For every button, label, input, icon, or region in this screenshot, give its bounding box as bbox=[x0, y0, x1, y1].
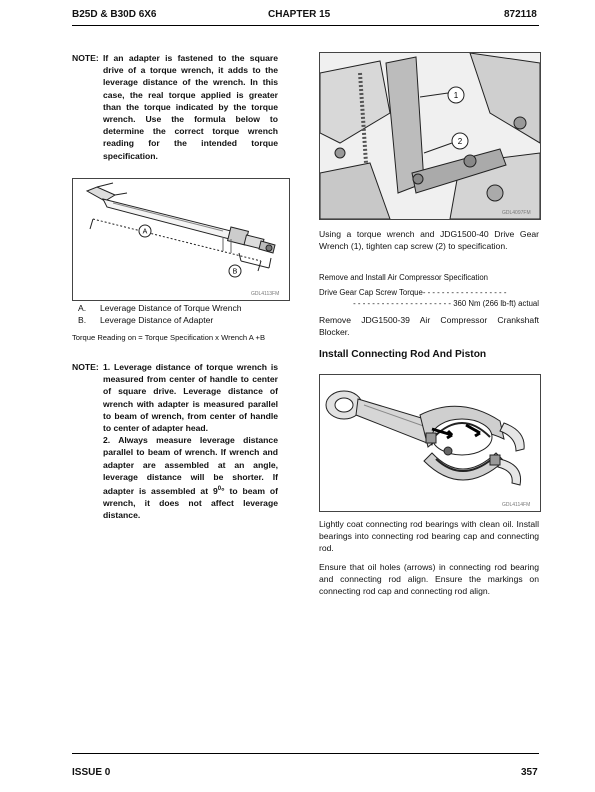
paragraph-align-oil-holes: Ensure that oil holes (arrows) in connecting rod bearing and connecting rod align. Ensure the markings on connecting rod cap and connecting rod align. bbox=[319, 562, 539, 596]
header-rule bbox=[72, 25, 539, 26]
header-doc-number: 872118 bbox=[504, 9, 537, 20]
footer-rule bbox=[72, 753, 539, 754]
spec-title: Remove and Install Air Compressor Specification bbox=[319, 273, 489, 282]
spec-torque-value: - - - - - - - - - - - - - - - - - - - - - 360 Nm (266 lb-ft) actual bbox=[353, 299, 539, 308]
figure-torque-wrench bbox=[72, 178, 290, 301]
paragraph-coat-bearings: Lightly coat connecting rod bearings with clean oil. Install bearings into connecting rod bearing cap and connecting rod. bbox=[319, 519, 539, 553]
torque-formula: Torque Reading on = Torque Specification x Wrench A +B bbox=[72, 333, 266, 342]
drive-gear-wrench-illustration bbox=[320, 53, 540, 219]
note-item-2: 2. Always measure leverage distance parallel to beam of wrench. If wrench and adapter are assembled at an angle, leverage distance will be shorter. If adapter is assembled at $9^0^\circ$ to beam of wrench, it does not affect leverage distance. bbox=[103, 435, 278, 521]
legend-item-b: B. Leverage Distance of Adapter bbox=[78, 315, 214, 325]
footer-issue: ISSUE 0 bbox=[72, 767, 111, 778]
callout-b-label: B bbox=[232, 268, 238, 276]
paragraph-tighten-cap-screw: Using a torque wrench and JDG1500-40 Drive Gear Wrench (1), tighten cap screw (2) to specification. bbox=[319, 229, 539, 251]
callout-a-label: A bbox=[142, 228, 148, 236]
figure-connecting-rod bbox=[319, 374, 541, 512]
header-chapter: CHAPTER 15 bbox=[268, 9, 331, 20]
figure-code: GDL4113FM bbox=[251, 291, 280, 297]
legend-item-a: A. Leverage Distance of Torque Wrench bbox=[78, 303, 242, 313]
section-heading: Install Connecting Rod And Piston bbox=[319, 349, 487, 360]
figure-code: GDL4114FM bbox=[502, 502, 531, 508]
figure-drive-gear-wrench bbox=[319, 52, 541, 220]
note-text: If an adapter is fastened to the square drive of a torque wrench, it adds to the leverage distance of the wrench. In this case, the real torque applied is greater than the torque indicated by the torque wrench. Use the formula below to determine the correct torque wrench reading for the intended torque specification. bbox=[103, 53, 278, 161]
note-label: NOTE: bbox=[72, 53, 99, 63]
header-doc-title: B25D & B30D 6X6 bbox=[72, 9, 157, 20]
note-item-1: 1. Leverage distance of torque wrench is measured from center of handle to center of square drive. Leverage distance of wrench with adapter is measured parallel to beam of wrench, from center of handle to center of adapter head. bbox=[103, 362, 278, 434]
paragraph-remove-blocker: Remove JDG1500-39 Air Compressor Crankshaft Blocker. bbox=[319, 315, 539, 337]
note-label: NOTE: bbox=[72, 362, 99, 372]
torque-wrench-illustration bbox=[73, 179, 289, 300]
callout-1-label: 1 bbox=[453, 91, 459, 100]
page-number: 357 bbox=[521, 767, 538, 778]
note-adapter-leverage bbox=[72, 52, 278, 162]
callout-2-label: 2 bbox=[457, 137, 463, 146]
note-leverage-measurement bbox=[72, 361, 278, 522]
connecting-rod-illustration bbox=[320, 375, 540, 511]
spec-torque-line: Drive Gear Cap Screw Torque- - - - - - - - - - - - - - - - - - - - - - - - - - - - - - - - - - - - - - - 360 Nm (266 lb-ft) actual bbox=[319, 288, 539, 308]
figure-code: GDL4097FM bbox=[502, 210, 531, 216]
